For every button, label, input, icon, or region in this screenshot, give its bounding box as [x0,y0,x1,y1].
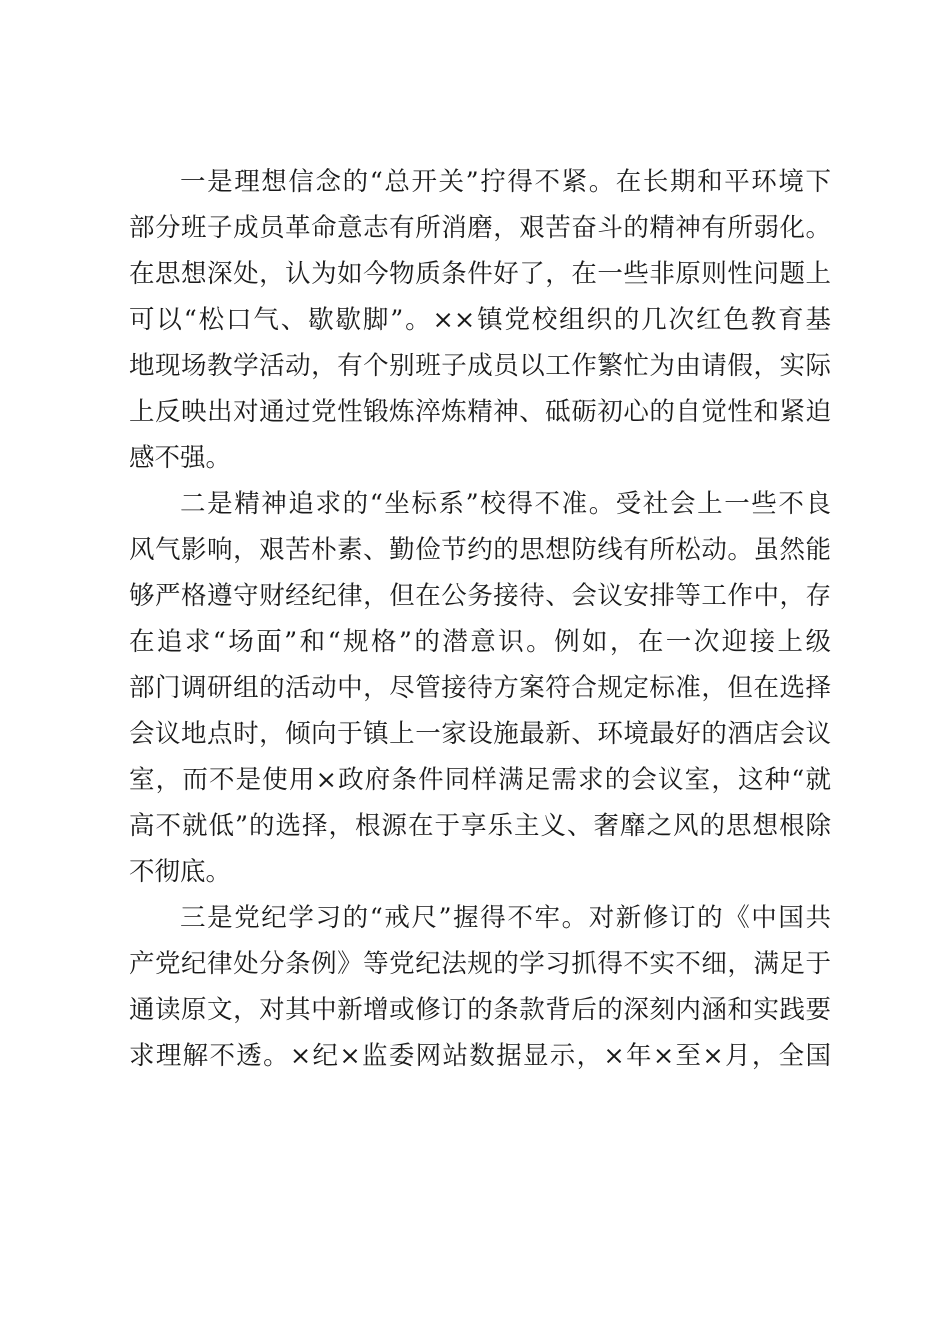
paragraph-3-line-2: 产党纪律处分条例》等党纪法规的学习抓得不实不细，满足于 [129,949,831,979]
paragraph-1-line-4: 可以“松口气、歇歇脚”。××镇党校组织的几次红色教育基 [129,305,831,335]
paragraph-2-line-9: 不彻底。 [129,857,232,887]
paragraph-1-line-1: 一是理想信念的“总开关”拧得不紧。在长期和平环境下 [180,167,831,197]
paragraph-1-line-2: 部分班子成员革命意志有所消磨，艰苦奋斗的精神有所弱化。 [129,213,831,243]
paragraph-2-line-4: 在追求“场面”和“规格”的潜意识。例如，在一次迎接上级 [129,627,831,657]
paragraph-2-line-1: 二是精神追求的“坐标系”校得不准。受社会上一些不良 [180,489,831,519]
paragraph-2-line-7: 室，而不是使用×政府条件同样满足需求的会议室，这种“就 [129,765,831,795]
paragraph-3-line-4: 求理解不透。×纪×监委网站数据显示，×年×至×月，全国 [129,1041,831,1071]
paragraph-1-line-3: 在思想深处，认为如今物质条件好了，在一些非原则性问题上 [129,259,831,289]
paragraph-1-line-5: 地现场教学活动，有个别班子成员以工作繁忙为由请假，实际 [129,351,831,381]
paragraph-3-line-3: 通读原文，对其中新增或修订的条款背后的深刻内涵和实践要 [129,995,831,1025]
paragraph-2-line-3: 够严格遵守财经纪律，但在公务接待、会议安排等工作中，存 [129,581,831,611]
paragraph-2-line-6: 会议地点时，倾向于镇上一家设施最新、环境最好的酒店会议 [129,719,831,749]
paragraph-1-line-7: 感不强。 [129,443,232,473]
paragraph-2-line-2: 风气影响，艰苦朴素、勤俭节约的思想防线有所松动。虽然能 [129,535,831,565]
paragraph-2-line-5: 部门调研组的活动中，尽管接待方案符合规定标准，但在选择 [129,673,831,703]
paragraph-2-line-8: 高不就低”的选择，根源在于享乐主义、奢靡之风的思想根除 [129,811,831,841]
paragraph-3-line-1: 三是党纪学习的“戒尺”握得不牢。对新修订的《中国共 [180,903,831,933]
paragraph-1-line-6: 上反映出对通过党性锻炼淬炼精神、砥砺初心的自觉性和紧迫 [129,397,831,427]
